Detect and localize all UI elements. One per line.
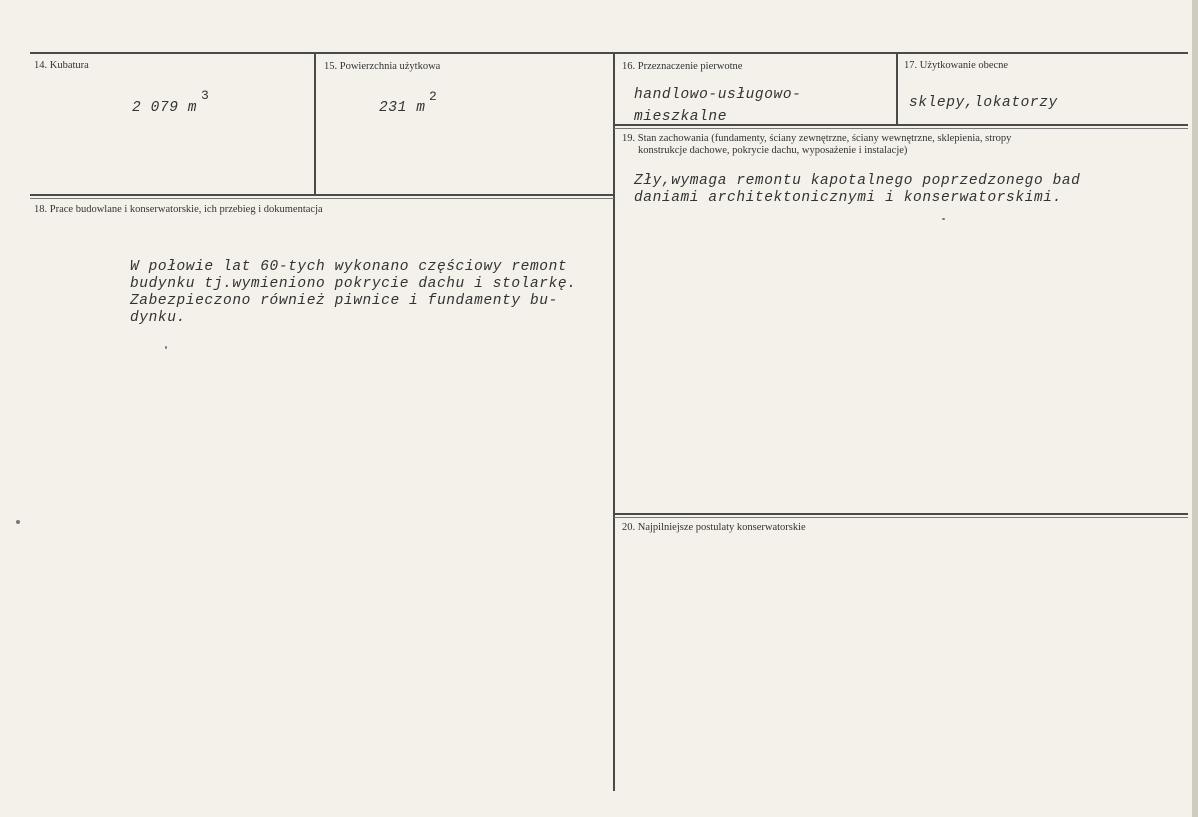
rule-above-20 xyxy=(614,513,1188,515)
field-16-label: 16. Przeznaczenie pierwotne xyxy=(622,61,743,72)
field-19-label-line-2: konstrukcje dachowe, pokrycie dachu, wyposażenie i instalacje) xyxy=(638,145,908,156)
field-18-line-4: dynku. xyxy=(130,310,186,326)
divider-16-17 xyxy=(896,53,898,125)
field-17-value: sklepy,lokatorzy xyxy=(909,95,1058,111)
field-15-unit-exponent: 2 xyxy=(429,89,437,104)
field-15-value: 231 m xyxy=(379,100,426,116)
field-14-unit-exponent: 3 xyxy=(201,88,209,103)
field-14-value: 2 079 m xyxy=(132,100,198,116)
field-19-label-line-1: 19. Stan zachowania (fundamenty, ściany zewnętrzne, ściany wewnętrzne, sklepienia, stropy xyxy=(622,133,1012,144)
field-18-line-1: W połowie lat 60-tych wykonano częściowy remont xyxy=(130,259,568,275)
rule-above-20-b xyxy=(614,517,1188,518)
field-17-label: 17. Użytkowanie obecne xyxy=(904,60,1009,71)
main-divider xyxy=(613,53,615,791)
field-16-value-line-2: mieszkalne xyxy=(634,109,728,125)
scan-edge xyxy=(1192,0,1198,817)
field-16-value-line-1: handlowo-usługowo- xyxy=(634,87,802,103)
top-rule xyxy=(30,52,1188,54)
field-18-line-2: budynku tj.wymieniono pokrycie dachu i stolarkę. xyxy=(130,276,577,292)
rule-under-14-15-b xyxy=(30,198,614,199)
scan-speck xyxy=(165,346,167,349)
field-15-label: 15. Powierzchnia użytkowa xyxy=(324,61,441,72)
field-14-label: 14. Kubatura xyxy=(34,60,89,71)
scan-speck xyxy=(942,218,945,220)
field-18-label: 18. Prace budowlane i konserwatorskie, ich przebieg i dokumentacja xyxy=(34,204,323,215)
scan-speck xyxy=(16,520,20,524)
field-19-line-2: daniami architektonicznymi i konserwatorskimi. xyxy=(634,190,1062,206)
rule-under-14-15 xyxy=(30,194,614,196)
field-18-line-3: Zabezpieczono również piwnice i fundamenty bu- xyxy=(130,293,558,309)
field-19-line-1: Zły,wymaga remontu kapotalnego poprzedzonego bad xyxy=(634,173,1081,189)
rule-under-16-17-b xyxy=(614,128,1188,129)
field-20-label: 20. Najpilniejsze postulaty konserwatorskie xyxy=(622,522,806,533)
divider-14-15 xyxy=(314,53,316,196)
